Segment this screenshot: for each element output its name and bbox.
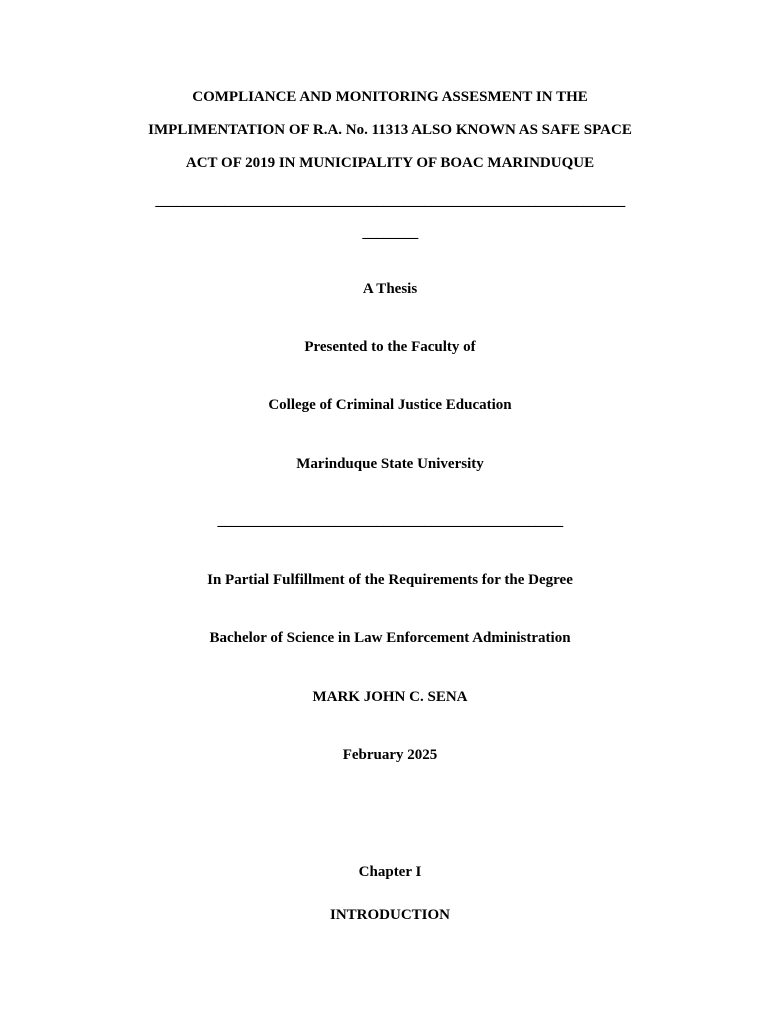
title-underline-long: ____________________________________________________________________ (155, 193, 625, 209)
title-line-2: IMPLIMENTATION OF R.A. No. 11313 ALSO KNOWN AS SAFE SPACE (148, 122, 632, 138)
chapter-number: Chapter I (358, 864, 422, 880)
presented-to-text: Presented to the Faculty of (304, 339, 476, 355)
degree-name: Bachelor of Science in Law Enforcement Administration (209, 630, 571, 646)
college-name: College of Criminal Justice Education (268, 397, 512, 413)
submission-date: February 2025 (342, 747, 438, 763)
author-name: MARK JOHN C. SENA (312, 689, 468, 705)
title-line-3: ACT OF 2019 IN MUNICIPALITY OF BOAC MARINDUQUE (185, 155, 595, 171)
section-divider-rule: __________________________________________________ (217, 513, 563, 529)
title-underline-short: ________ (362, 225, 418, 241)
university-name: Marinduque State University (296, 456, 484, 472)
fulfillment-text: In Partial Fulfillment of the Requirements for the Degree (207, 572, 573, 588)
title-line-1: COMPLIANCE AND MONITORING ASSESMENT IN THE (192, 89, 588, 105)
thesis-label: A Thesis (362, 281, 418, 297)
chapter-title: INTRODUCTION (329, 907, 450, 923)
